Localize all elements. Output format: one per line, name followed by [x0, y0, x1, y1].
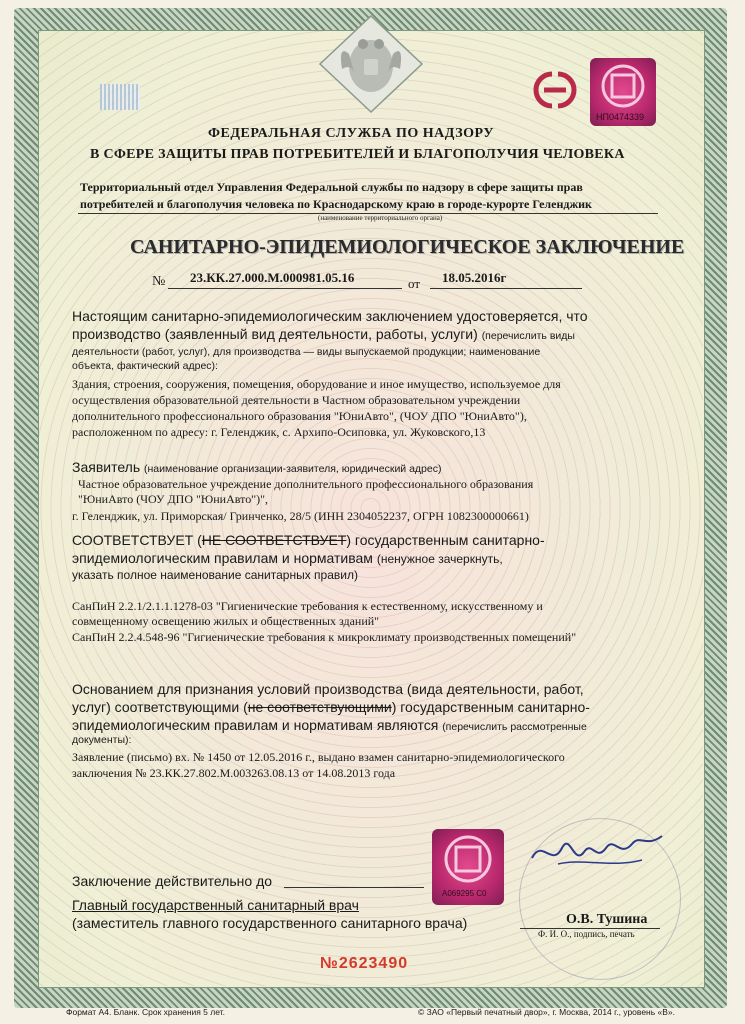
object-line2: осуществления образовательной деятельности в Частном образовательном учреждении [72, 393, 521, 407]
signer-title: Главный государственный санитарный врач [72, 897, 359, 913]
agency-name-line2: В СФЕРЕ ЗАЩИТЫ ПРАВ ПОТРЕБИТЕЛЕЙ И БЛАГОПОЛУЧИЯ ЧЕЛОВЕКА [90, 147, 625, 162]
certifies-line1: Настоящим санитарно-эпидемиологическим заключением удостоверяется, что [72, 308, 588, 324]
certifies-line3: деятельности (работ, услуг), для производства — виды выпускаемой продукции; наименование [72, 346, 541, 358]
serial-number: №2623490 [320, 955, 409, 972]
hologram-top-code: НП0474339 [596, 112, 645, 122]
document-title: САНИТАРНО-ЭПИДЕМИОЛОГИЧЕСКОЕ ЗАКЛЮЧЕНИЕ [130, 236, 685, 258]
compliance-line2: эпидемиологическим правилам и нормативам (ненужное зачеркнуть, [72, 550, 503, 566]
basis-line1: Основанием для признания условий производства (вида деятельности, работ, [72, 681, 584, 697]
hologram-top-icon [590, 58, 656, 126]
basis-line3: эпидемиологическим правилам и нормативам являются (перечислить рассмотренные [72, 717, 587, 733]
hologram-bottom-code: A069295 C0 [442, 889, 487, 898]
compliance-line1: СООТВЕТСТВУЕТ (НЕ СООТВЕТСТВУЕТ) государственным санитарно- [72, 532, 545, 548]
security-mark-icon [100, 84, 140, 110]
territorial-body-line1: Территориальный отдел Управления Федеральной службы по надзору в сфере защиты прав [80, 180, 583, 194]
validity-label: Заключение действительно до [72, 873, 273, 889]
agency-name-line1: ФЕДЕРАЛЬНАЯ СЛУЖБА ПО НАДЗОРУ [208, 126, 495, 141]
number-prefix: № [152, 274, 166, 289]
territorial-body-caption: (наименование территориального органа) [318, 214, 443, 222]
certifies-line4: объекта, фактический адрес): [72, 360, 218, 372]
basis-line4: документы): [72, 734, 132, 746]
compliance-line3: указать полное наименование санитарных правил) [72, 568, 358, 582]
certificate-date: 18.05.2016г [442, 270, 507, 285]
basis-doc-line2: заключения № 23.КК.27.802.М.003263.08.13 от 14.08.2013 года [72, 766, 396, 780]
signer-deputy: (заместитель главного государственного санитарного врача) [72, 915, 468, 931]
object-line4: расположенном по адресу: г. Геленджик, с. Архипо-Осиповка, ул. Жуковского,13 [72, 425, 486, 439]
signer-name: О.В. Тушина [566, 912, 648, 927]
rule-line1: СанПиН 2.2.1/2.1.1.1278-03 "Гигиенические требования к естественному, искусственному и [72, 599, 543, 613]
basis-line2: услуг) соответствующими (не соответствующими) государственным санитарно- [72, 699, 590, 715]
footer-right: © ЗАО «Первый печатный двор», г. Москва, 2014 г., уровень «В». [418, 1007, 676, 1017]
date-prefix: от [408, 276, 421, 291]
applicant-line1: Частное образовательное учреждение дополнительного профессионального образования [78, 477, 534, 491]
emblem-icon [318, 14, 424, 114]
signer-caption: Ф. И. О., подпись, печать [538, 929, 635, 939]
certificate-number: 23.КК.27.000.М.000981.05.16 [190, 270, 355, 285]
rule-line3: СанПиН 2.2.4.548-96 "Гигиенические требования к микроклимату производственных помещений" [72, 630, 577, 644]
rule-line2: совмещенному освещению жилых и общественных зданий" [72, 614, 380, 628]
certifies-line2: производство (заявленный вид деятельности, работы, услуги) (перечислить виды [72, 326, 575, 342]
basis-doc-line1: Заявление (письмо) вх. № 1450 от 12.05.2016 г., выдано взамен санитарно-эпидемиологического [72, 750, 565, 764]
applicant-label: Заявитель (наименование организации-заявителя, юридический адрес) [72, 459, 442, 475]
object-line1: Здания, строения, сооружения, помещения, оборудование и иное имущество, используемое для [72, 377, 561, 391]
se-logo-icon [522, 68, 588, 117]
hologram-bottom-icon [432, 829, 504, 905]
object-line3: дополнительного профессионального образования "ЮниАвто", (ЧОУ ДПО "ЮниАвто"), [72, 409, 527, 423]
applicant-line2: "ЮниАвто (ЧОУ ДПО "ЮниАвто")", [78, 492, 268, 506]
footer-left: Формат А4. Бланк. Срок хранения 5 лет. [66, 1007, 225, 1017]
applicant-line3: г. Геленджик, ул. Приморская/ Гринченко, 28/5 (ИНН 2304052237, ОГРН 1082300000661) [72, 509, 529, 523]
territorial-body-line2: потребителей и благополучия человека по Краснодарскому краю в городе-курорте Геленджик [80, 197, 592, 211]
signature-icon [522, 818, 672, 893]
